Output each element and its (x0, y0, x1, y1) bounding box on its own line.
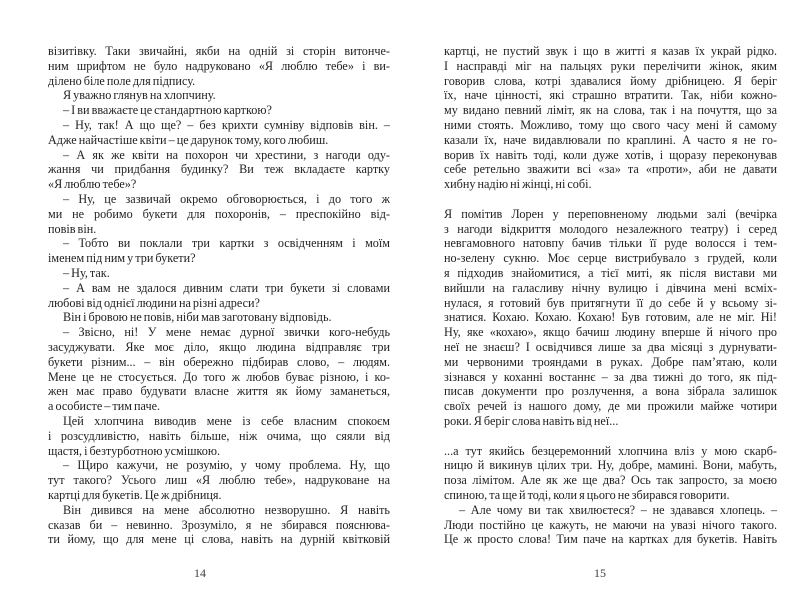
text-line: вийшли на галасливу нічну вулицю і дівчина мені всміх- (444, 280, 777, 295)
text-line: тут такого? Усього лиш «Я люблю тебе», надруковане на (48, 473, 390, 488)
text-line: а особисте – тим паче. (48, 399, 161, 414)
text-line: і розсудливістю, навіть більше, ніж очима, що сяяли від (48, 428, 390, 443)
text-line: хибну надію ні жінці, ні собі. (444, 177, 592, 192)
text-line: ми не робимо букети для похоронів, – преспокійно від- (48, 206, 390, 221)
text-line: ділено біле поле для підпису. (48, 73, 196, 88)
text-line: ницю й викинув цілих три. Ну, добре, мамині. Вони, мабуть, (444, 458, 777, 473)
text-line: Цей хлопчина виводив мене із себе власним спокоєм (63, 413, 390, 428)
text-line: зізнався у коханні востаннє – за два тижні до того, як під- (444, 369, 777, 384)
text-line: но-зелену сукню. Моє серце вистрибувало з грудей, коли (444, 251, 777, 266)
text-line: любові від однієї людини на різні адреси? (48, 295, 260, 310)
text-line: – Ну, так! А що ще? – без крихти сумніву відповів він. – (63, 117, 390, 132)
text-line: – Звісно, ні! У мене немає дурної звички кого-небудь (63, 325, 390, 340)
text-line: Я уважно глянув на хлопчину. (63, 88, 216, 103)
text-line: неї не знаєш? І освідчився лише за два місяці з дурнувати- (444, 339, 777, 354)
text-line: – А як же квіти на похорон чи хрестини, з нагоди оду- (63, 147, 390, 162)
text-line: візитівку. Таки звичайні, якби на одній зі сторін витонче- (48, 44, 390, 58)
text-line: спиною, та ще й тоді, коли я цього не збирався говорити. (444, 487, 730, 502)
text-line: знатися. Кохаю. Кохаю. Кохаю! Був готовим, але не міг. Ні! (444, 310, 777, 325)
text-line: щастя, і безтурботною усмішкою. (48, 443, 221, 458)
text-line: Адже найчастіше квіти – це дарунок тому, кого любиш. (48, 132, 329, 147)
page-number-left: 14 (194, 566, 206, 580)
text-line: себе ретельно зважити всі «за» та «проти», аби не давати (444, 162, 777, 177)
text-line: – Щиро кажучи, не розумію, у чому проблема. Ну, що (63, 458, 390, 473)
text-line: Я помітив Лорен у переповненому людьми залі (вечірка (444, 206, 777, 221)
text-line: Він дивився на мене абсолютно незворушно. Я навіть (63, 502, 390, 517)
text-column-left (48, 44, 390, 547)
text-line: невгамовного натовпу бачив тільки її руде волосся і тем- (444, 236, 777, 251)
text-line: говорив слова, котрі здавалися йому дрібницею. Я беріг (444, 73, 777, 88)
text-line: ти йому, що для мене ці слова, навіть на дурній квітковій (48, 532, 390, 547)
text-line: – І ви вважаєте це стандартною карткою? (63, 103, 272, 118)
text-line: жання чи придбання будинку? Ви теж вкладаєте картку (48, 162, 390, 177)
text-line: ми червоними трояндами в руках. Добре пам’ятаю, коли (444, 354, 777, 369)
text-line: поза лімітом. Але як же ще два? Ось так запросто, за моєю (444, 473, 777, 488)
text-line: Люди постійно це кажуть, не маючи на увазі нічого такого. (444, 517, 777, 532)
text-line: – Ну, це зазвичай окремо обговорюється, і до того ж (63, 191, 390, 206)
text-line: писав документи про розлучення, а вона зібрала залишок (444, 384, 777, 399)
text-line: іменем під ним у три букети? (48, 251, 196, 266)
text-line: му видано певний ліміт, як на слова, так і на почуття, що за (444, 103, 777, 118)
text-line: роки. Я беріг слова навіть від неї... (444, 413, 619, 428)
text-line: повів він. (48, 221, 97, 236)
text-line: – А вам не здалося дивним слати три букети зі словами (63, 280, 390, 295)
text-line: Це ж просто слова! Тим паче на картках для букетів. Навіть (444, 532, 777, 547)
text-line: – Ну, так. (63, 265, 110, 280)
text-line: букети різним... – він обережно підбирав слово, – людям. (48, 354, 390, 369)
blank-line (444, 429, 777, 444)
text-line: їх, наче цінності, які страшно втратити. Так, ніби кожно- (444, 88, 777, 103)
text-line: ним шрифтом не було надруковано «Я люблю тебе» і ви- (48, 58, 390, 73)
text-line: сказав би – невинно. Зрозуміло, я не збирався пояснюва- (48, 517, 390, 532)
text-line: нулася, я готовий був притягнути її до себе й у всьому зі- (444, 295, 777, 310)
text-line: ворив їх навіть тоді, коли дуже хотів, і щоразу переконував (444, 147, 777, 162)
text-line: засуджувати. Яке моє діло, якщо людина відправляє три (48, 339, 390, 354)
blank-line (444, 192, 777, 207)
text-line: – Тобто ви поклали три картки з освідченням і моїм (63, 236, 390, 251)
text-line: казали їх, наче видавлювали по краплині. А часто я не го- (444, 132, 777, 147)
text-line: – Але чому ви так хвилюєтеся? – не здавався хлопець. – (459, 502, 777, 517)
text-line: з нагоди відкриття молодого незалежного театру) і серед (444, 221, 777, 236)
text-line: своїх речей із нашого дому, де ми прожили майже чотири (444, 399, 777, 414)
text-column-right (444, 44, 777, 547)
text-line: картці, не пустий звук і що в житті я казав їх украй рідко. (444, 44, 777, 58)
page-number-right: 15 (594, 566, 606, 580)
text-line: І насправді міг на пальцях руки перелічити жінок, яким (444, 58, 777, 73)
text-line: Ну, яке «кохаю», якщо бачиш людину вперше й нічого про (444, 325, 777, 340)
text-line: Мене це не стосується. До того ж любов буває різною, і ко- (48, 369, 390, 384)
text-line: Він і бровою не повів, ніби мав заготовану відповідь. (63, 310, 332, 325)
text-line: ними стоять. Можливо, тому що свого часу мені й самому (444, 117, 777, 132)
text-line: ...а тут якийсь безцеремонний хлопчина вліз у мою скарб- (444, 443, 777, 458)
book-page-right (400, 0, 800, 615)
text-line: «Я люблю тебе»? (48, 177, 137, 192)
text-line: жен має право будувати власне життя як йому заманеться, (48, 384, 390, 399)
text-line: я підходив знайомитися, а тієї миті, як після вистави ми (444, 265, 777, 280)
text-line: картці для букетів. Це ж дрібниця. (48, 487, 222, 502)
